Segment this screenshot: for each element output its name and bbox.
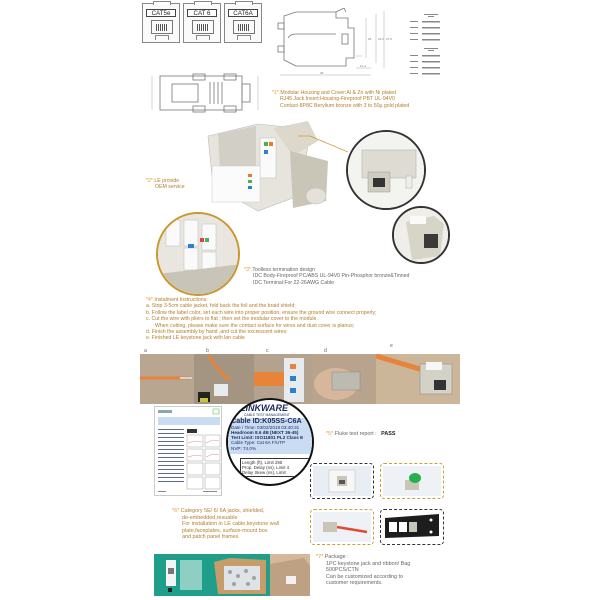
svg-text:31.2: 31.2 (378, 37, 384, 41)
exploded-jack-photo (198, 116, 348, 216)
package-photos (154, 554, 310, 596)
step-photos (140, 354, 460, 404)
tile-keystone-green (380, 463, 444, 499)
linkware-subtitle: CABLE TEST MANAGEMENT (244, 413, 290, 417)
cable-type: Cable Type: Cat 6A F/UTP (231, 440, 286, 446)
section-2-oem: *2*.LE provide OEM service (146, 178, 185, 191)
side-profile-drawing (276, 8, 406, 78)
step-label-b: b (206, 348, 209, 354)
top-view-drawing (148, 72, 264, 114)
step-label-c: c (266, 348, 269, 354)
nvp: NVP: 74.0% (231, 445, 257, 451)
svg-text:27.9: 27.9 (386, 37, 392, 41)
fluke-limits-box: Length (ft), Limit 295 Prop. Delay (ns), Limit 4 Delay Skew (ns), Limit (240, 458, 314, 477)
cat6a-jack-drawing (224, 3, 262, 43)
date-time: Date / Time: 03/02/2019 03:40:31 (231, 424, 300, 430)
headroom: Headroom 8.6 dB (NEXT 36-45) (231, 429, 299, 435)
cat5e-jack-drawing (142, 3, 180, 43)
cat6-label: CAT 6 (187, 9, 217, 17)
step-label-a: a (144, 348, 147, 354)
fluke-report-page (154, 406, 222, 496)
step-label-e: e (390, 343, 393, 349)
svg-text:11.4: 11.4 (360, 64, 366, 68)
test-limit: Test Limit: ISO11801 PL2 Class E (231, 435, 304, 441)
cat6a-label: CAT6A (228, 9, 258, 17)
spec-mini-table (408, 12, 448, 78)
svg-text:25: 25 (368, 37, 372, 41)
svg-text:36: 36 (320, 71, 324, 75)
pass-badge: PASS (381, 431, 396, 437)
fluke-magnifier (226, 398, 314, 486)
section-4-instructions: *4*.Instalment Instructions: a. Strip 3-5cm cable jacket, fold back the foil and the braid shield; b. Follow the label color, set each wire into proper position, ensure the ground wire connect properly; c. Cut the wire with pliers to flat ; then set the modular cover to the module. When cutting, please make sure the contact surface for wires and dust cover is planus; d. Finish the assembly by hand ,and cut the excrescent wires; e. Finished LE keystone jack with lan cable (146, 297, 377, 342)
closeup-circle-front (392, 206, 450, 264)
cable-id: Cable ID:K05SS-C6A (231, 416, 302, 425)
section-5-fluke: *5*.Fluke test report : PASS (326, 431, 396, 437)
section-7-package: *7*.Package : 1PC keystone jack and ribbon/ Bag 500PCS/CTN Can be customized according to customer requirements. (316, 554, 411, 587)
tile-wall-plate (310, 463, 374, 499)
step-label-d: d (324, 348, 327, 354)
fluke-summary-box (228, 418, 314, 454)
section-1-housing-spec: *1*.Modular Housing and Cover:Al & Zn with Ni plated RJ45 Jack Insert:Housing-Fireproof PBT UL-94V0 Contact-8P8C Berylium bronze with 3 to 50μ gold plated (272, 90, 410, 109)
product-spec-sheet (140, 0, 460, 600)
closeup-circle-idc (156, 212, 240, 296)
closeup-circle-housing (346, 130, 426, 210)
tile-patch-panel (380, 509, 444, 545)
linkware-logo: LINKWARE (240, 403, 288, 413)
section-6-category: *6*.Category 5E/ 6/ 6A jacks, shielded, de-embedded,resuable For installation in LE cable,keystone wall plate,faceplates, surface-mount box and patch panel frames (172, 508, 280, 541)
cat5e-label: CAT5e (146, 9, 176, 17)
cat6-jack-drawing (183, 3, 221, 43)
tile-cable-jack (310, 509, 374, 545)
installation-steps-strip (140, 343, 460, 404)
section-3-toolless: *3*.Toolless termination design IDC Body-Fireproof PC/ABS UL-94V0 Pin-Phosphor bronze&Tinned IDC Terminal:For 22-26AWG Cable (244, 267, 410, 286)
